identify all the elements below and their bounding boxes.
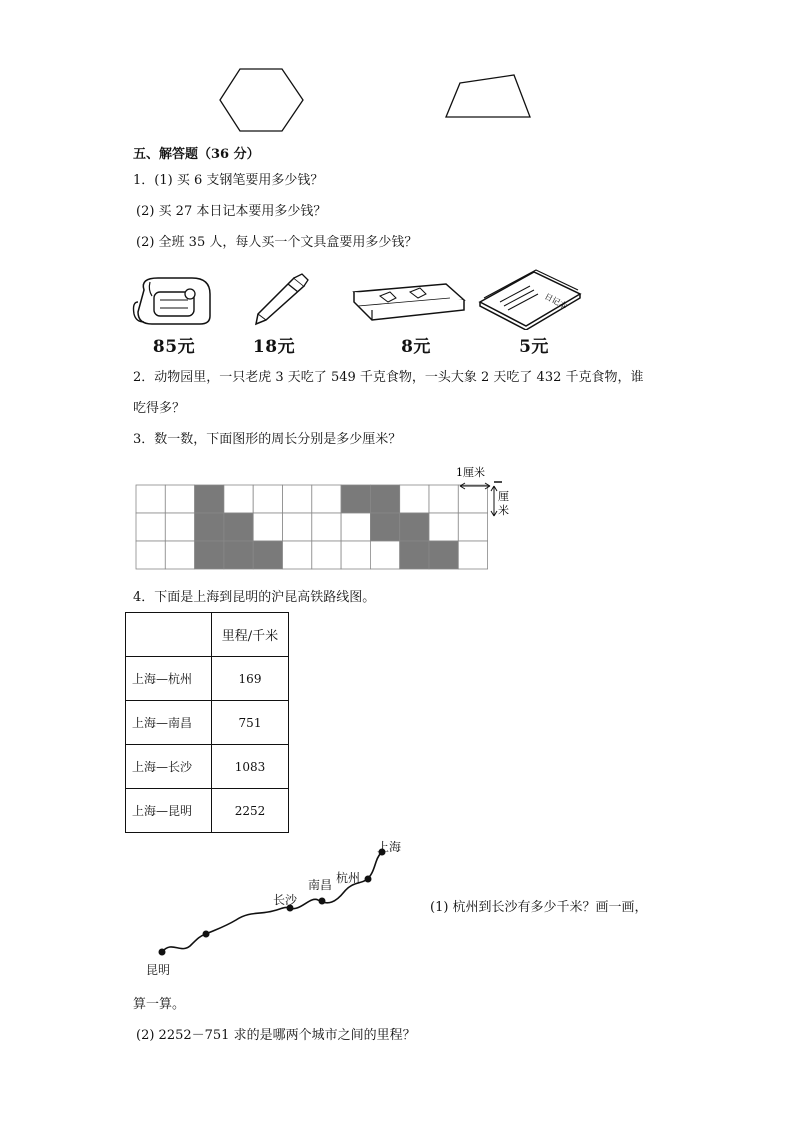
- grid-cell: [136, 513, 165, 541]
- grid-cell: [341, 513, 370, 541]
- q4-line1: 4．下面是上海到昆明的沪昆高铁路线图。: [133, 590, 376, 605]
- pen-icon: [244, 272, 314, 328]
- city-label-shanghai: 上海: [377, 840, 402, 854]
- table-row: [126, 657, 289, 701]
- city-label-changsha: 长沙: [273, 893, 298, 907]
- table-cell-route: 上海—昆明: [126, 789, 212, 833]
- table-header-km: 里程/千米: [212, 613, 289, 657]
- grid-cell: [370, 541, 399, 569]
- table-cell-route: 上海—杭州: [126, 657, 212, 701]
- q3-line1: 3．数一数，下面图形的周长分别是多少厘米？: [133, 432, 402, 447]
- table-row: [126, 745, 289, 789]
- backpack-icon: [130, 272, 216, 328]
- grid-cell: [458, 485, 487, 513]
- table-cell-km: 751: [212, 701, 289, 745]
- grid-cell: [283, 541, 312, 569]
- grid-cell: [458, 541, 487, 569]
- q4-sub2: (2) 2252－751 求的是哪两个城市之间的里程？: [136, 1028, 416, 1043]
- trapezoid-shape: [446, 75, 530, 117]
- table-cell-route: 上海—长沙: [126, 745, 212, 789]
- shapes-figure: [200, 60, 560, 140]
- grid-cell: [341, 541, 370, 569]
- q1-line3: (2) 全班 35 人，每人买一个文具盒要用多少钱？: [136, 235, 418, 250]
- grid-cell-shaded: [341, 485, 370, 513]
- price-backpack: 85元: [152, 337, 196, 357]
- grid-cell: [400, 485, 429, 513]
- grid-cell: [429, 485, 458, 513]
- grid-cell: [429, 513, 458, 541]
- grid-cell: [253, 485, 282, 513]
- grid-figure: [130, 460, 530, 578]
- price-notebook: 5元: [519, 337, 549, 357]
- scale-vertical-label-2: 米: [498, 504, 509, 517]
- table-row: [126, 701, 289, 745]
- table-row: [126, 789, 289, 833]
- grid-cell-shaded: [224, 541, 253, 569]
- grid-cell: [224, 485, 253, 513]
- grid-cell-shaded: [253, 541, 282, 569]
- grid-cell: [165, 513, 194, 541]
- q1-line2: (2) 买 27 本日记本要用多少钱？: [136, 204, 327, 219]
- grid-cell-shaded: [370, 513, 399, 541]
- q4-sub1-part2: 算一算。: [133, 997, 186, 1012]
- grid-cell: [165, 485, 194, 513]
- table-cell-km: 1083: [212, 745, 289, 789]
- grid-cell: [165, 541, 194, 569]
- grid-cell-shaded: [224, 513, 253, 541]
- city-dot-nanchang: [319, 898, 326, 905]
- grid-cell: [312, 485, 341, 513]
- price-pen: 18元: [252, 337, 296, 357]
- grid-cell-shaded: [429, 541, 458, 569]
- grid-cell: [136, 541, 165, 569]
- city-dot-hangzhou: [365, 876, 372, 883]
- grid-cell: [458, 513, 487, 541]
- grid-cell: [283, 485, 312, 513]
- scale-horizontal-label: 1厘米: [456, 466, 485, 479]
- grid-cell-shaded: [195, 513, 224, 541]
- hexagon-shape: [220, 69, 303, 131]
- price-pencil-case: 8元: [401, 337, 431, 357]
- city-dot-kunming: [159, 949, 166, 956]
- grid-cell-shaded: [195, 541, 224, 569]
- grid-cell-shaded: [370, 485, 399, 513]
- city-label-kunming: 昆明: [146, 963, 171, 977]
- q4-sub1-part1: (1) 杭州到长沙有多少千米？画一画，: [430, 900, 648, 915]
- grid-cell: [253, 513, 282, 541]
- table-cell-km: 169: [212, 657, 289, 701]
- pencil-case-icon: [350, 278, 468, 324]
- railway-route: [162, 852, 382, 952]
- table-header-row: [126, 613, 289, 657]
- table-cell-route: 上海—南昌: [126, 701, 212, 745]
- city-label-hangzhou: 杭州: [336, 871, 361, 885]
- notebook-icon: [478, 268, 582, 330]
- grid-cell: [312, 541, 341, 569]
- grid-cell-shaded: [400, 513, 429, 541]
- grid-cell-shaded: [195, 485, 224, 513]
- city-dot-guiyang: [203, 931, 210, 938]
- section-title: 五、解答题（36 分）: [133, 147, 260, 162]
- q1-line1: 1．(1) 买 6 支钢笔要用多少钱？: [133, 173, 324, 188]
- grid-cells: [136, 485, 488, 569]
- table-cell-km: 2252: [212, 789, 289, 833]
- notebook-label: 日记本: [543, 291, 569, 312]
- scale-vertical-label-1: 厘: [498, 490, 509, 503]
- table-header-empty: [126, 613, 212, 657]
- grid-cell-shaded: [400, 541, 429, 569]
- q2-line1: 2．动物园里，一只老虎 3 天吃了 549 千克食物，一头大象 2 天吃了 432 千克食物，谁: [133, 370, 644, 385]
- grid-cell: [283, 513, 312, 541]
- grid-cell: [136, 485, 165, 513]
- city-label-nanchang: 南昌: [308, 878, 333, 892]
- distance-table: [125, 612, 289, 833]
- q2-line2: 吃得多？: [133, 401, 186, 416]
- grid-cell: [312, 513, 341, 541]
